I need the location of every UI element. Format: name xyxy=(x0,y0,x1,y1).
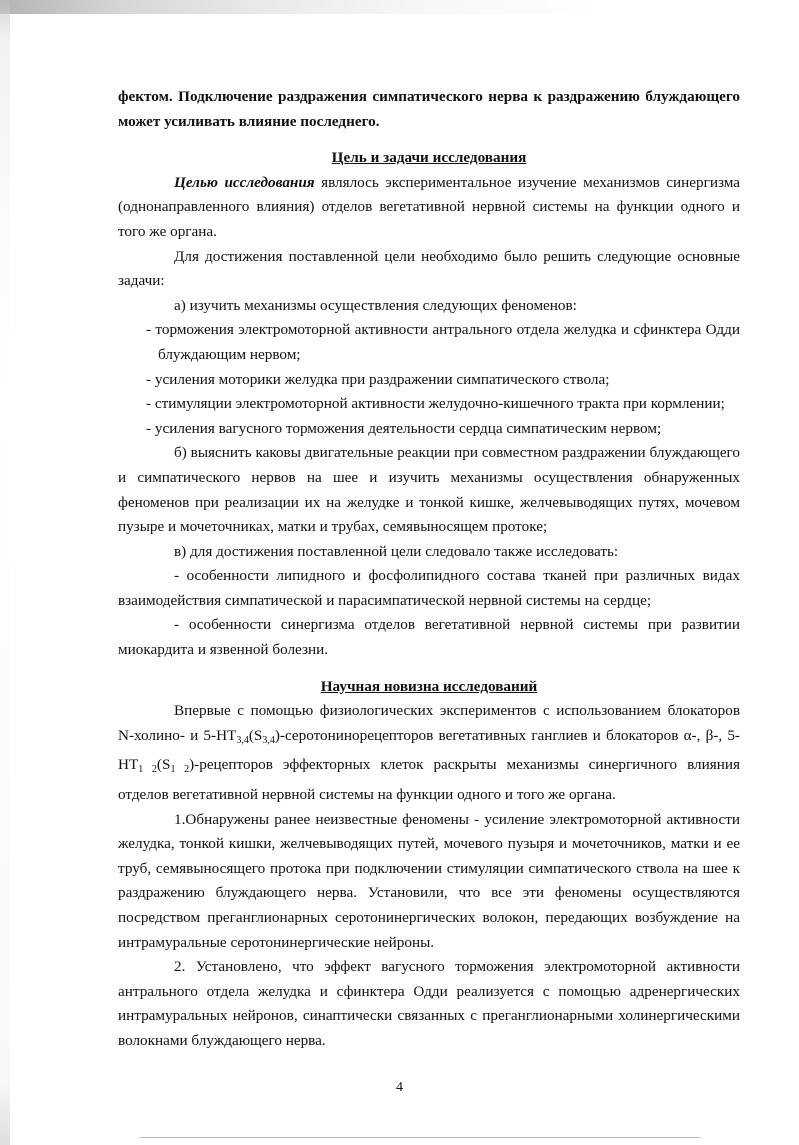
novelty-text-c: )-серотонинорецепторов вегетативных ганглиев и блокаторов α-, β-, 5-HT xyxy=(118,726,740,774)
task-c: в) для достижения поставленной цели следовало также исследовать: xyxy=(174,542,619,560)
task-a-item-1: - торможения электромоторной активности антрального отдела желудка и сфинктера Одди блуждающим нервом; xyxy=(146,321,740,363)
novelty-text-a: Впервые с помощью физиологических экспериментов с использованием блокаторов N-холино- и 5-HT xyxy=(118,702,740,744)
intro-paragraph: фектом. Подключение раздражения симпатического нерва к раздражению блуждающего может усиливать влияние последнего. xyxy=(118,88,740,130)
finding-2: 2. Установлено, что эффект вагусного торможения электромоторной активности антрального отдела желудка и сфинктера Одди реализуется с помощью адренергических интрамуральных нейронов, синаптически связанных с преганглионарными холинергическими волокнами блуждающего нерва. xyxy=(118,958,740,1049)
novelty-text-d: (S xyxy=(156,756,171,774)
scan-shadow-top xyxy=(0,0,799,14)
heading-goal: Цель и задачи исследования xyxy=(331,149,527,167)
goal-emphasis: Целью исследования xyxy=(174,173,315,191)
novelty-sub-2: 3,4 xyxy=(262,734,275,746)
finding-1: 1.Обнаружены ранее неизвестные феномены - усиление электромоторной активности желудка, тонкой кишки, желчевыводящих путей, мочевого пузыря и мочеточников, матки и ее труб, семявыносящего протока при подключении стимуляции симпатического ствола на шее к раздражению блуждающего нерва. Установили, что все эти феномены осуществляются посредством преганглионарных серотонинергических волокон, передающих возбуждение на интрамуральные серотонинергические нейроны. xyxy=(118,810,740,951)
novelty-sub-1: 3,4 xyxy=(236,734,249,746)
goal-paragraph xyxy=(118,171,740,245)
task-a-item-3: - стимуляции электромоторной активности желудочно-кишечного тракта при кормлении; xyxy=(146,395,725,413)
tasks-paragraph: Для достижения поставленной цели необходимо было решить следующие основные задачи: xyxy=(118,247,740,290)
document-body xyxy=(118,85,740,1054)
task-b: б) выяснить каковы двигательные реакции при совместном раздражении блуждающего и симпатического нервов на шее и изучить механизмы осуществления обнаруженных феноменов при реализации их на желудке и тонкой кишке, желчевыводящих путях, мочевом пузыре и мочеточниках, матки и трубах, семявыносящем протоке; xyxy=(118,444,740,536)
page-number: 4 xyxy=(396,1080,403,1095)
heading-novelty: Научная новизна исследований xyxy=(320,677,538,695)
task-c-item-1: - особенности липидного и фосфолипидного состава тканей при различных видах взаимодействия симпатической и парасимпатической нервной системы на сердце; xyxy=(118,567,740,609)
task-a-item-4: - усиления вагусного торможения деятельности сердца симпатическим нервом; xyxy=(146,419,662,437)
novelty-text-b: (S xyxy=(248,726,263,744)
novelty-text-e: )-рецепторов эффекторных клеток раскрыты механизмы синергичного влияния отделов вегетативной нервной системы на функции одного и того же органа. xyxy=(118,756,740,804)
task-a: а) изучить механизмы осуществления следующих феноменов: xyxy=(174,296,577,314)
task-a-item-2: - усиления моторики желудка при раздражении симпатического ствола; xyxy=(146,370,610,388)
scan-shadow-left xyxy=(0,0,10,1145)
novelty-sub-4: 1 2 xyxy=(170,764,190,776)
novelty-sub-3: 1 2 xyxy=(138,764,157,776)
novelty-paragraph xyxy=(118,699,740,807)
scan-line-bottom xyxy=(140,1137,700,1138)
goal-text: являлось экспериментальное изучение механизмов синергизма (однонаправленного влияния) отделов вегетативной нервной системы на функции одного и того же органа. xyxy=(118,173,740,240)
task-c-item-2: - особенности синергизма отделов вегетативной нервной системы при развитии миокардита и язвенной болезни. xyxy=(118,616,740,659)
